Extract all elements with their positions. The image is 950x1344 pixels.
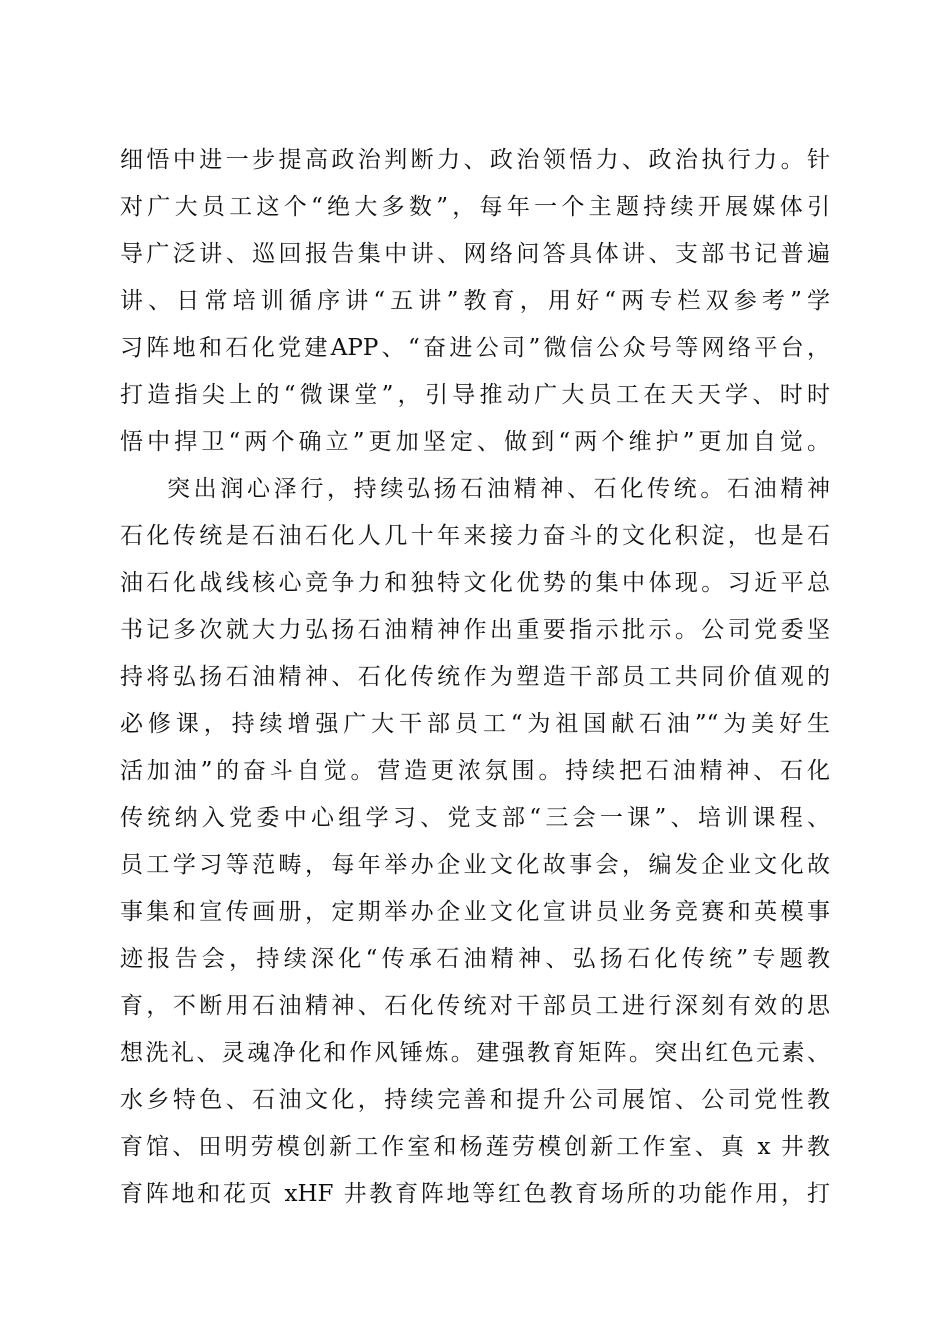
- text-line: 导广泛讲、巡回报告集中讲、网络问答具体讲、支部书记普遍: [120, 241, 830, 267]
- text-line: 想洗礼、灵魂净化和作风锤炼。建强教育矩阵。突出红色元素、: [120, 1040, 830, 1066]
- text-line: 悟中捍卫“两个确立”更加坚定、做到“两个维护”更加自觉。: [120, 429, 830, 455]
- text-line: 持将弘扬石油精神、石化传统作为塑造干部员工共同价值观的: [120, 664, 830, 690]
- text-line: 活加油”的奋斗自觉。营造更浓氛围。持续把石油精神、石化: [120, 758, 830, 784]
- text-line: 事集和宣传画册，定期举办企业文化宣讲员业务竞赛和英模事: [120, 899, 830, 925]
- paragraph-first-line: 突出润心泽行，持续弘扬石油精神、石化传统。石油精神: [167, 476, 830, 502]
- text-line: 员工学习等范畴，每年举办企业文化故事会，编发企业文化故: [120, 852, 830, 878]
- text-line: 传统纳入党委中心组学习、党支部“三会一课”、培训课程、: [120, 805, 830, 831]
- text-line: 习阵地和石化党建APP、“奋进公司”微信公众号等网络平台，: [120, 335, 830, 361]
- text-line: 讲、日常培训循序讲“五讲”教育，用好“两专栏双参考”学: [120, 288, 830, 314]
- text-line: 油石化战线核心竞争力和独特文化优势的集中体现。习近平总: [120, 570, 830, 596]
- text-line: 打造指尖上的“微课堂”，引导推动广大员工在天天学、时时: [120, 382, 830, 408]
- text-line: 对广大员工这个“绝大多数”，每年一个主题持续开展媒体引: [120, 194, 830, 220]
- text-line: 育，不断用石油精神、石化传统对干部员工进行深刻有效的思: [120, 993, 830, 1019]
- text-line: 迹报告会，持续深化“传承石油精神、弘扬石化传统”专题教: [120, 946, 830, 972]
- text-line: 水乡特色、石油文化，持续完善和提升公司展馆、公司党性教: [120, 1087, 830, 1113]
- text-line: 育馆、田明劳模创新工作室和杨莲劳模创新工作室、真 x 井教: [120, 1134, 830, 1160]
- text-line: 必修课，持续增强广大干部员工“为祖国献石油”“为美好生: [120, 711, 830, 737]
- text-line: 育阵地和花页 xHF 井教育阵地等红色教育场所的功能作用，打: [120, 1181, 830, 1207]
- text-line: 书记多次就大力弘扬石油精神作出重要指示批示。公司党委坚: [120, 617, 830, 643]
- text-line: 细悟中进一步提高政治判断力、政治领悟力、政治执行力。针: [120, 147, 830, 173]
- text-line: 石化传统是石油石化人几十年来接力奋斗的文化积淀，也是石: [120, 523, 830, 549]
